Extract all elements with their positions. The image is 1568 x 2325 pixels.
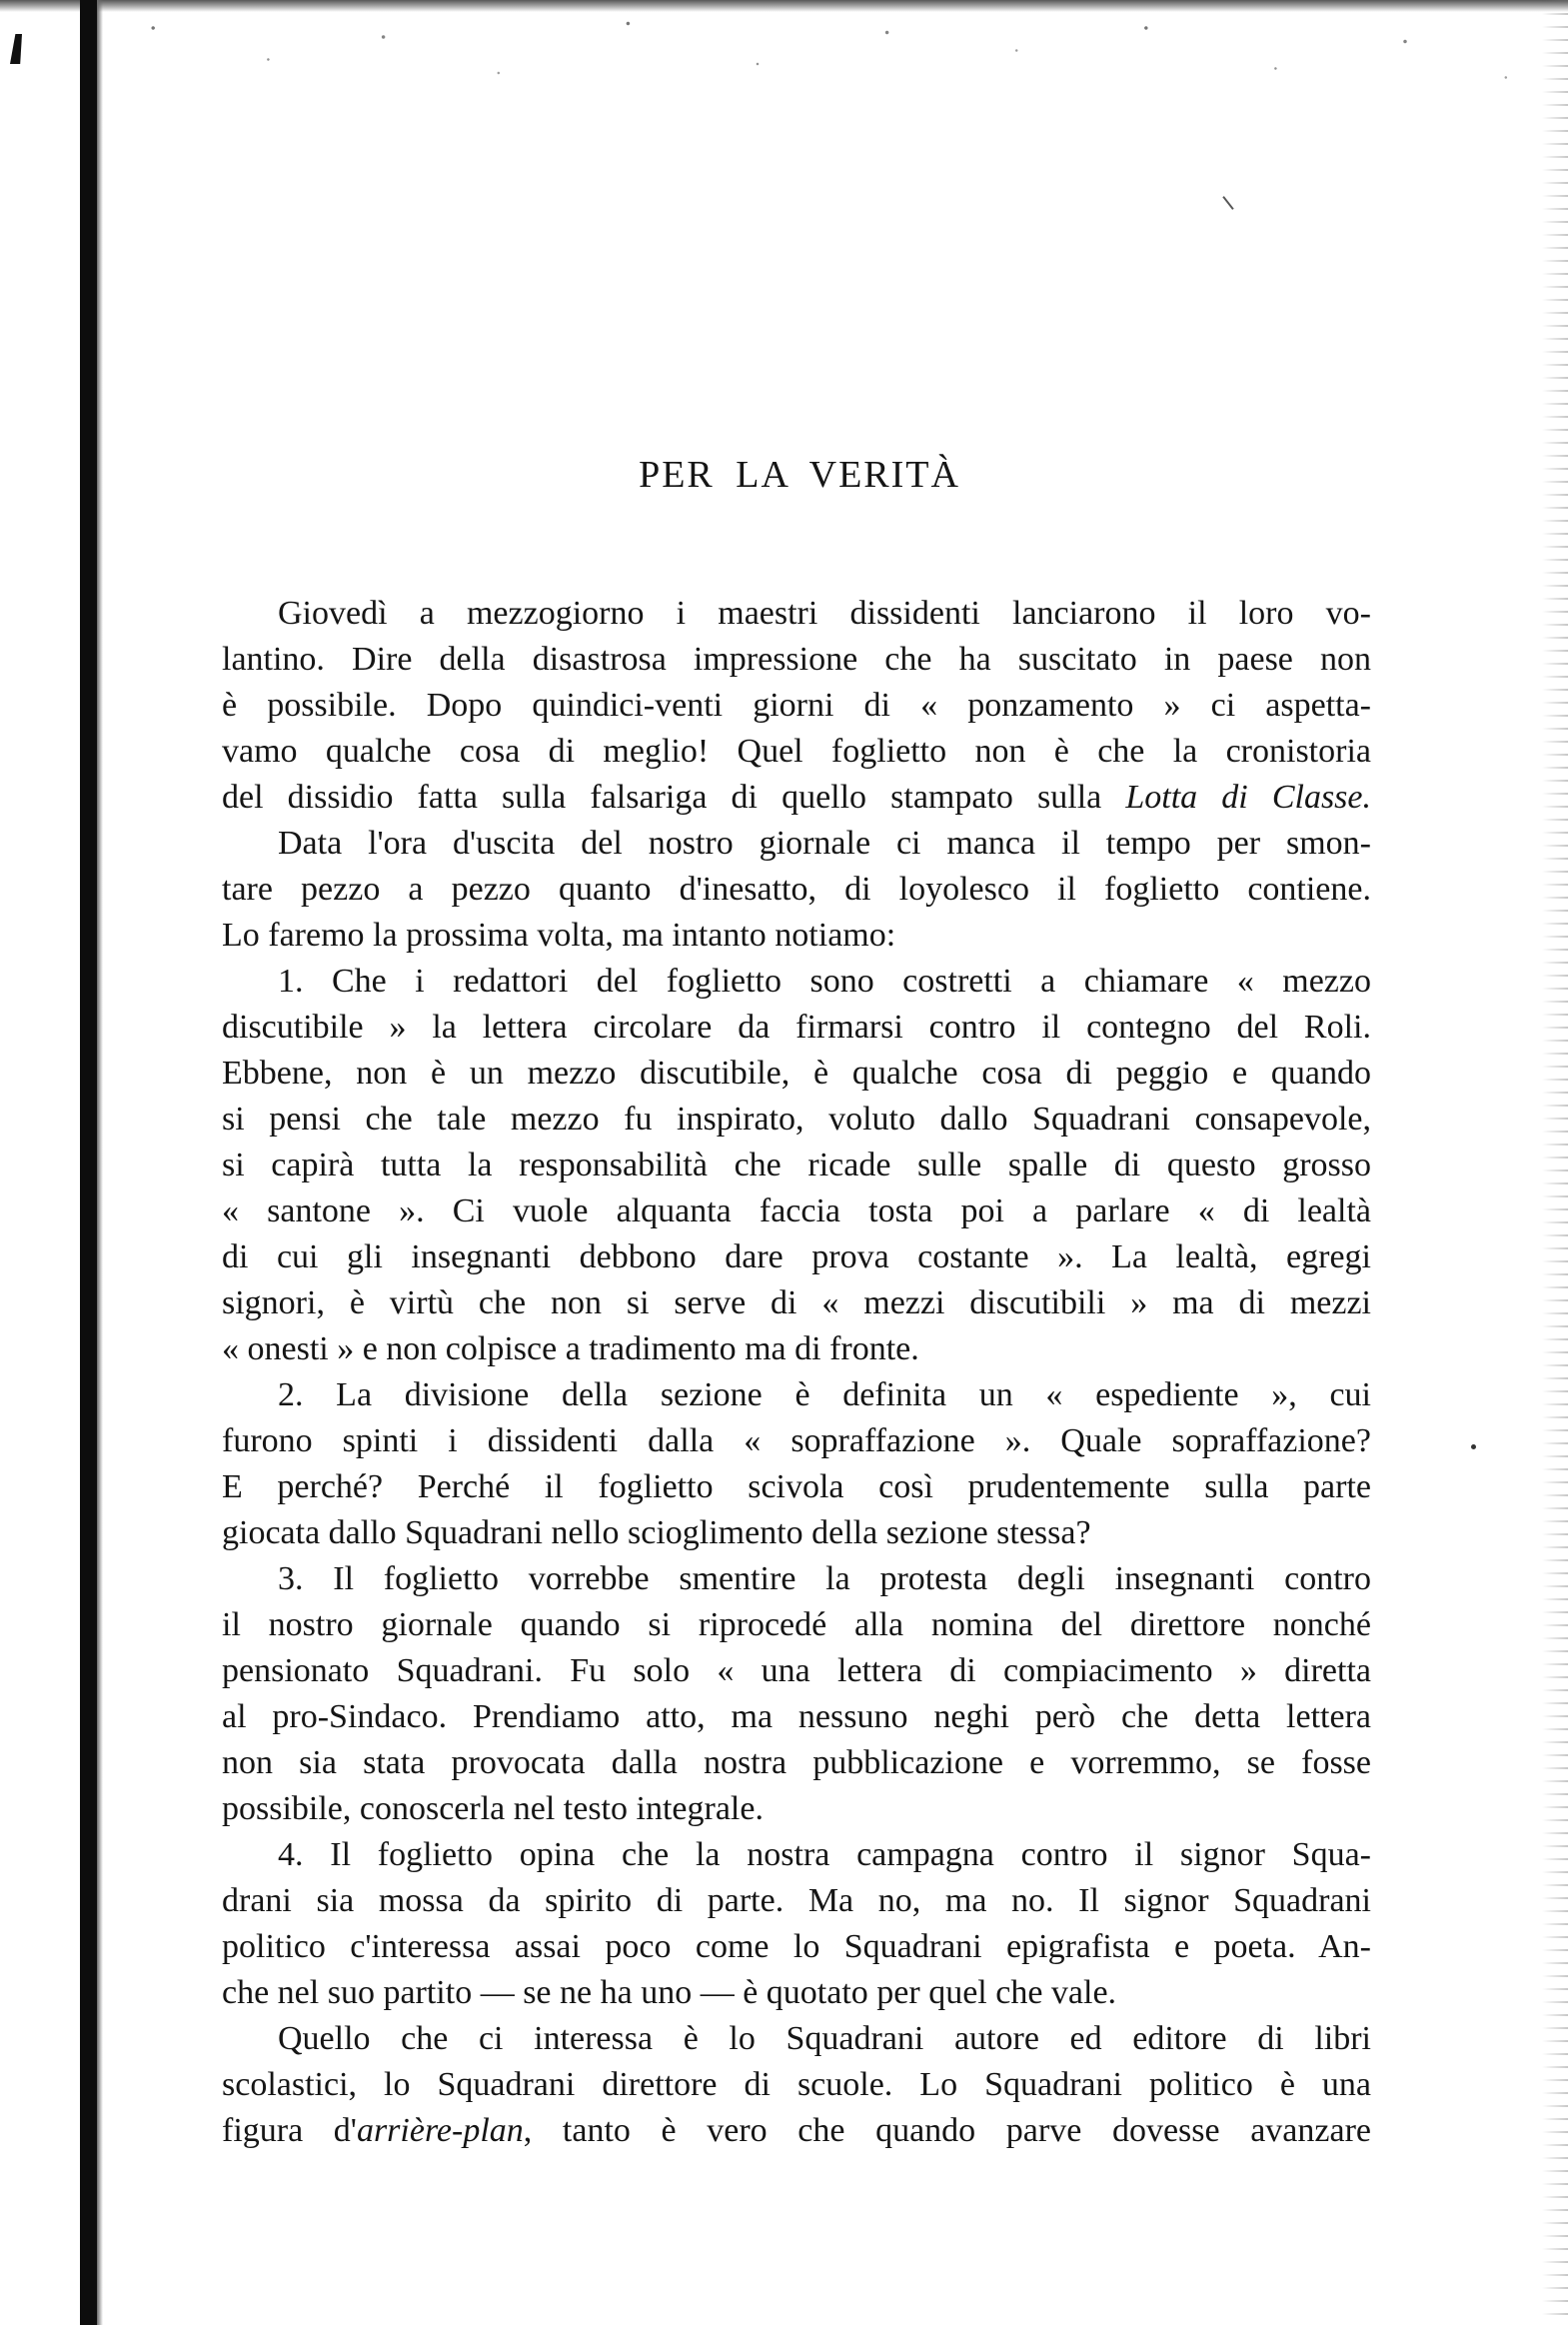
text-line: vamo qualche cosa di meglio! Quel foglietto non è che la cronistoria	[222, 733, 1371, 770]
text-line: scolastici, lo Squadrani direttore di scuole. Lo Squadrani politico è una	[222, 2066, 1371, 2103]
text-line: pensionato Squadrani. Fu solo « una lettera di compiacimento » diretta	[222, 1652, 1371, 1689]
text-line: drani sia mossa da spirito di parte. Ma no, ma no. Il signor Squadrani	[222, 1882, 1371, 1919]
text-line: al pro-Sindaco. Prendiamo atto, ma nessuno neghi però che detta lettera	[222, 1698, 1371, 1735]
text-line	[222, 775, 1371, 821]
text-line: lantino. Dire della disastrosa impressione che ha suscitato in paese non	[222, 641, 1371, 678]
text-line: « santone ». Ci vuole alquanta faccia tosta poi a parlare « di lealtà	[222, 1192, 1371, 1229]
text-line-start: del dissidio fatta sulla falsariga di quello stampato sulla	[222, 779, 1126, 816]
text-line: è possibile. Dopo quindici-venti giorni di « ponzamento » ci aspetta-	[222, 687, 1371, 724]
text-line: 1. Che i redattori del foglietto sono costretti a chiamare « mezzo	[278, 963, 1371, 1000]
scan-specks	[110, 10, 1549, 100]
text-line-end: , tanto è vero che quando parve dovesse avanzare	[523, 2112, 1371, 2149]
text-line: il nostro giornale quando si riprocedé alla nomina del direttore nonché	[222, 1606, 1371, 1643]
text-line: non sia stata provocata dalla nostra pubblicazione e vorremmo, se fosse	[222, 1744, 1371, 1781]
text-line: signori, è virtù che non si serve di « mezzi discutibili » ma di mezzi	[222, 1284, 1371, 1321]
text-line: 2. La divisione della sezione è definita un « espediente », cui	[278, 1376, 1371, 1413]
scan-mark	[1222, 196, 1233, 210]
scan-left-binding-shadow	[80, 0, 97, 2325]
text-line: Lo faremo la prossima volta, ma intanto notiamo:	[222, 917, 896, 954]
scan-right-edge	[1542, 0, 1568, 2325]
text-line: Ebbene, non è un mezzo discutibile, è qualche cosa di peggio e quando	[222, 1055, 1371, 1092]
scan-left-shade	[97, 0, 103, 2325]
text-line: « onesti » e non colpisce a tradimento ma di fronte.	[222, 1330, 919, 1367]
text-line: giocata dallo Squadrani nello scioglimento della sezione stessa?	[222, 1514, 1091, 1551]
text-line: furono spinti i dissidenti dalla « sopraffazione ». Quale sopraffazione?	[222, 1422, 1371, 1459]
page-title: PER LA VERITÀ	[639, 454, 960, 496]
text-line: tare pezzo a pezzo quanto d'inesatto, di loyolesco il foglietto contiene.	[222, 871, 1371, 908]
italic-term-arriere-plan: arrière-plan	[356, 2112, 524, 2149]
text-line: E perché? Perché il foglietto scivola così prudentemente sulla parte	[222, 1468, 1371, 1505]
italic-title-lotta-di-classe: Lotta di Classe.	[1125, 779, 1371, 816]
text-line: Giovedì a mezzogiorno i maestri dissidenti lanciarono il loro vo-	[278, 595, 1371, 632]
text-line: 3. Il foglietto vorrebbe smentire la protesta degli insegnanti contro	[278, 1560, 1371, 1597]
text-line: Data l'ora d'uscita del nostro giornale ci manca il tempo per smon-	[278, 825, 1371, 862]
text-line: politico c'interessa assai poco come lo Squadrani epigrafista e poeta. An-	[222, 1928, 1371, 1965]
text-line: Quello che ci interessa è lo Squadrani autore ed editore di libri	[278, 2020, 1371, 2057]
text-line: 4. Il foglietto opina che la nostra campagna contro il signor Squa-	[278, 1836, 1371, 1873]
text-line-start: figura d'	[222, 2112, 357, 2149]
text-line	[222, 2108, 1371, 2154]
text-line: si pensi che tale mezzo fu inspirato, voluto dallo Squadrani consapevole,	[222, 1101, 1371, 1138]
scan-corner-mark	[10, 34, 22, 64]
text-line: possibile, conoscerla nel testo integrale.	[222, 1790, 764, 1827]
text-line: di cui gli insegnanti debbono dare prova costante ». La lealtà, egregi	[222, 1238, 1371, 1275]
text-line: che nel suo partito — se ne ha uno — è quotato per quel che vale.	[222, 1974, 1117, 2011]
scan-dot	[1471, 1444, 1476, 1449]
article-body	[222, 591, 1371, 2154]
text-line: discutibile » la lettera circolare da firmarsi contro il contegno del Roli.	[222, 1009, 1371, 1046]
text-line: si capirà tutta la responsabilità che ricade sulle spalle di questo grosso	[222, 1147, 1371, 1183]
